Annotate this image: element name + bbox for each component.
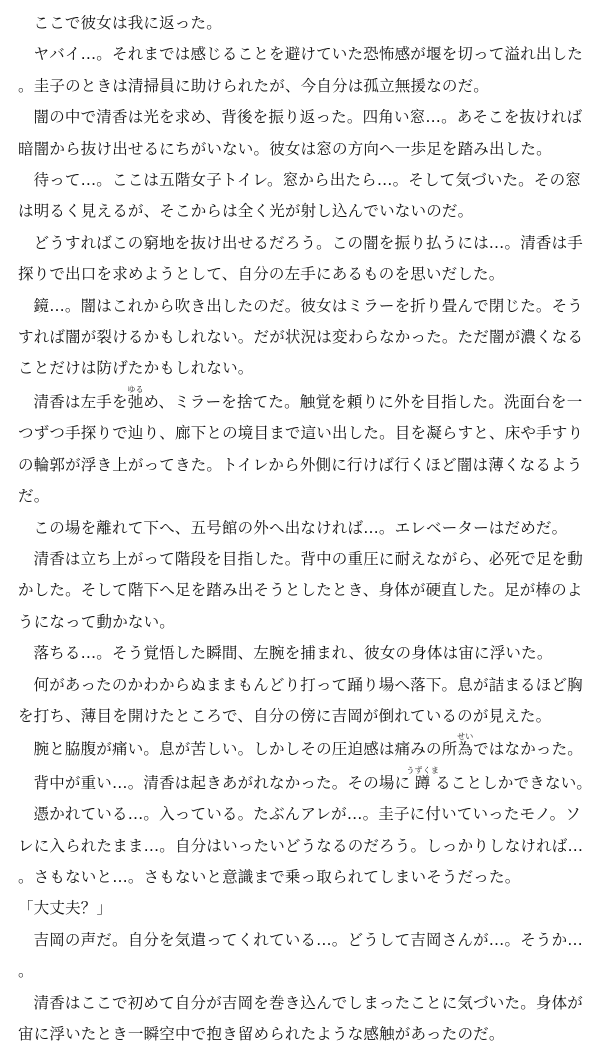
paragraph: 待って…。ここは五階女子トイレ。窓から出たら…。そして気づいた。その窓は明るく見えるが、そこからは全く光が射し込んでいないのだ。: [18, 171, 581, 221]
paragraph: ここで彼女は我に返った。: [33, 14, 222, 32]
paragraph: 清香は左手を弛ゆるめ、ミラーを捨てた。触覚を頼りに外を目指した。洗面台を一つずつ手探りで辿り、廊下との境目まで這い出した。目を凝らすと、床や手すりの輪郭が浮き上がってきた。トイレから外側に行けば行くほど闇は薄くなるようだ。: [18, 384, 584, 506]
paragraph: 鏡…。闇はこれから吹き出したのだ。彼女はミラーを折り畳んで閉じた。そうすれば闇が裂けるかもしれない。だが状況は変わらなかった。ただ闇が濃くなることだけは防げたかもしれない。: [18, 296, 584, 378]
paragraph: 何があったのかわからぬままもんどり打って踊り場へ落下。息が詰まるほど胸を打ち、薄目を開けたところで、自分の傍に吉岡が倒れているのが見えた。: [18, 675, 583, 725]
paragraph: 落ちる…。そう覚悟した瞬間、左腕を捕まれ、彼女の身体は宙に浮いた。: [33, 644, 553, 663]
paragraph: 清香は立ち上がって階段を目指した。背中の重圧に耐えながら、必死で足を動かした。そして階下へ足を踏み出そうとしたとき、身体が硬直した。足が棒のようになって動かない。: [18, 549, 584, 631]
paragraph: どうすればこの窮地を抜け出せるだろう。この闇を振り払うには…。清香は手探りで出口を求めようとして、自分の左手にあるものを思いだした。: [18, 233, 584, 284]
furigana: 為せい: [457, 732, 474, 759]
dialogue-line: 「大丈夫？」: [18, 899, 113, 918]
document-page: [18, 8, 596, 1050]
paragraph: 憑かれている…。入っている。たぶんアレが…。圭子に付いていったモノ。ソレに入られたまま…。自分はいったいどうなるのだろう。しっかりしなければ…。さもないと…。さもないと意識まで乗っ取られてしまいそうだった。: [18, 805, 584, 886]
paragraph: 清香はここで初めて自分が吉岡を巻き込んでしまったことに気づいた。身体が宙に浮いたとき一瞬空中で抱き留められたような感触があったのだ。: [18, 993, 584, 1043]
paragraph: ヤバイ…。それまでは感じることを避けていた恐怖感が堰を切って溢れ出した。圭子のときは清掃員に助けられたが、今自分は孤立無援なのだ。: [18, 45, 584, 95]
paragraph: 闇の中で清香は光を求め、背後を振り返った。四角い窓…。あそこを抜ければ暗闇から抜け出せるにちがいない。彼女は窓の方向へ一歩足を踏み出した。: [18, 108, 583, 158]
paragraph: 吉岡の声だ。自分を気遣ってくれている…。どうして吉岡さんが…。そうか…。: [18, 930, 584, 981]
paragraph: 腕と脇腹が痛い。息が苦しい。しかしその圧迫感は痛みの所為せいではなかった。: [33, 732, 584, 759]
furigana: 弛ゆる: [127, 384, 144, 411]
furigana: 蹲うずくま: [406, 765, 440, 792]
paragraph: この場を離れて下へ、五号館の外へ出なければ…。エレベーターはだめだ。: [33, 518, 568, 537]
paragraph: 背中が重い…。清香は起きあがれなかった。その場に蹲うずくまることしかできない。: [33, 765, 593, 792]
